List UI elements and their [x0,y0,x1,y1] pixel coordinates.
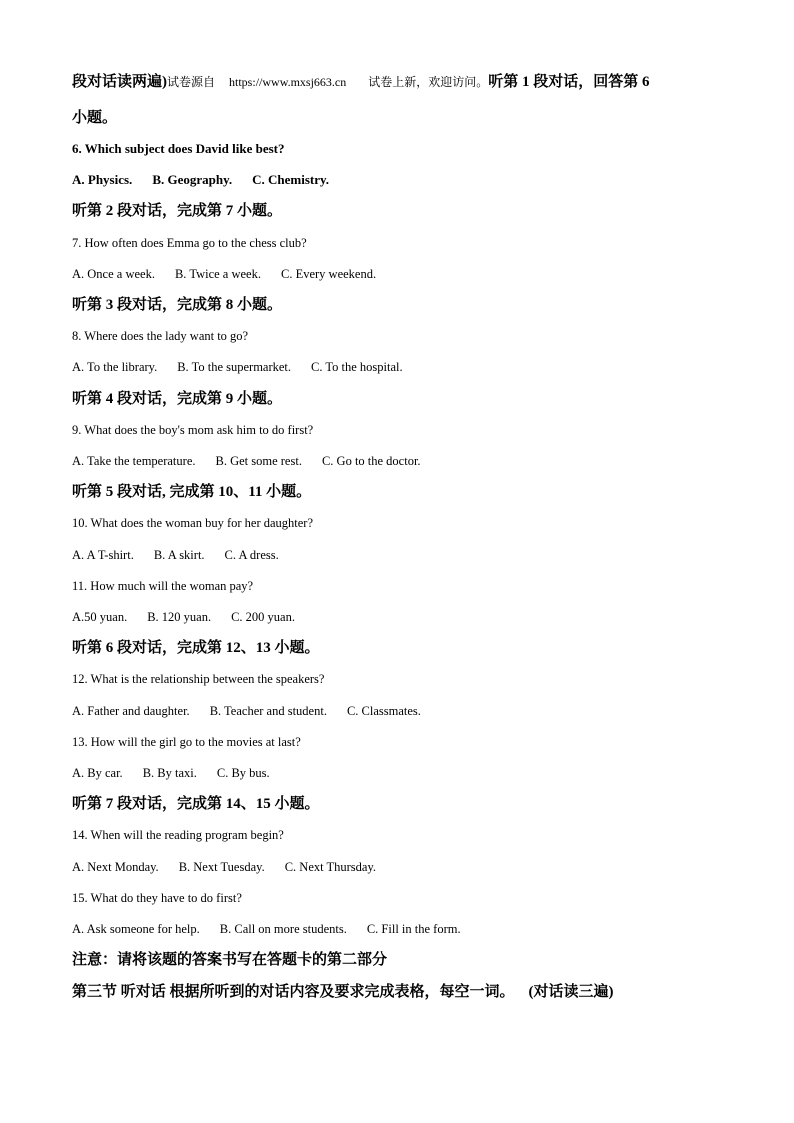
option-7-c: C. Every weekend. [280,267,377,281]
section-heading-5: 听第 5 段对话, 完成第 10、11 小题。 [72,484,312,500]
question-8: 8. Where does the lady want to go? [72,329,249,343]
option-15-b: B. Call on more students. [219,922,347,936]
question-12: 12. What is the relationship between the speakers? [72,672,325,686]
section-heading-7: 听第 7 段对话，完成第 14、15 小题。 [72,796,320,812]
answer-note: 注意：请将该题的答案书写在答题卡的第二部分 [72,952,388,968]
section-3-title [72,982,614,1002]
section-3-suffix: (对话读三遍) [528,984,614,1000]
option-7-a: A. Once a week. [72,267,155,281]
option-8-c: C. To the hospital. [311,360,403,374]
option-10-a: A. A T-shirt. [72,548,134,562]
option-11-b: B. 120 yuan. [147,610,212,624]
options-7 [72,264,376,284]
options-13 [72,763,270,783]
option-11-c: C. 200 yuan. [231,610,295,624]
intro-line-2: 小题。 [72,110,118,126]
option-14-b: B. Next Tuesday. [178,860,265,874]
option-9-a: A. Take the temperature. [72,454,196,468]
option-6-a: A. Physics. [72,172,133,187]
source-note: 试卷上新，欢迎访问。 [368,75,489,89]
options-14 [72,857,376,877]
options-8 [72,357,403,377]
question-10: 10. What does the woman buy for her daughter? [72,516,314,530]
section-heading-3: 听第 3 段对话，完成第 8 小题。 [72,297,283,313]
option-6-c: C. Chemistry. [252,172,330,187]
option-12-a: A. Father and daughter. [72,704,190,718]
option-13-a: A. By car. [72,766,123,780]
option-9-b: B. Get some rest. [215,454,302,468]
options-11 [72,607,295,627]
intro-line [72,72,650,92]
option-11-a: A.50 yuan. [72,610,128,624]
section-heading-4: 听第 4 段对话，完成第 9 小题。 [72,391,283,407]
options-6 [72,170,329,190]
option-15-a: A. Ask someone for help. [72,922,200,936]
question-7: 7. How often does Emma go to the chess club? [72,236,307,250]
source-label: 试卷源自 [167,75,216,89]
question-13: 13. How will the girl go to the movies at last? [72,735,301,749]
option-8-a: A. To the library. [72,360,158,374]
option-14-c: C. Next Thursday. [284,860,377,874]
option-9-c: C. Go to the doctor. [321,454,421,468]
option-14-a: A. Next Monday. [72,860,159,874]
section-heading-2: 听第 2 段对话，完成第 7 小题。 [72,203,283,219]
option-13-b: B. By taxi. [142,766,197,780]
options-15 [72,919,461,939]
option-12-c: C. Classmates. [346,704,421,718]
options-10 [72,545,279,565]
section-3-title-text: 第三节 听对话 根据所听到的对话内容及要求完成表格，每空一词。 [72,984,515,1000]
option-10-c: C. A dress. [224,548,279,562]
option-12-b: B. Teacher and student. [209,704,327,718]
intro-part1: 段对话读两遍) [72,74,167,90]
question-9: 9. What does the boy's mom ask him to do first? [72,423,314,437]
section-heading-6: 听第 6 段对话，完成第 12、13 小题。 [72,640,320,656]
option-10-b: B. A skirt. [153,548,205,562]
option-13-c: C. By bus. [216,766,270,780]
question-14: 14. When will the reading program begin? [72,828,284,842]
question-6: 6. Which subject does David like best? [72,141,285,156]
option-8-b: B. To the supermarket. [177,360,292,374]
option-6-b: B. Geography. [152,172,233,187]
question-15: 15. What do they have to do first? [72,891,242,905]
option-15-c: C. Fill in the form. [366,922,461,936]
option-7-b: B. Twice a week. [174,267,261,281]
options-12 [72,701,421,721]
options-9 [72,451,421,471]
source-url[interactable]: https://www.mxsj663.cn [229,75,347,89]
question-11: 11. How much will the woman pay? [72,579,254,593]
intro-part2: 听第 1 段对话，回答第 6 [488,74,650,90]
